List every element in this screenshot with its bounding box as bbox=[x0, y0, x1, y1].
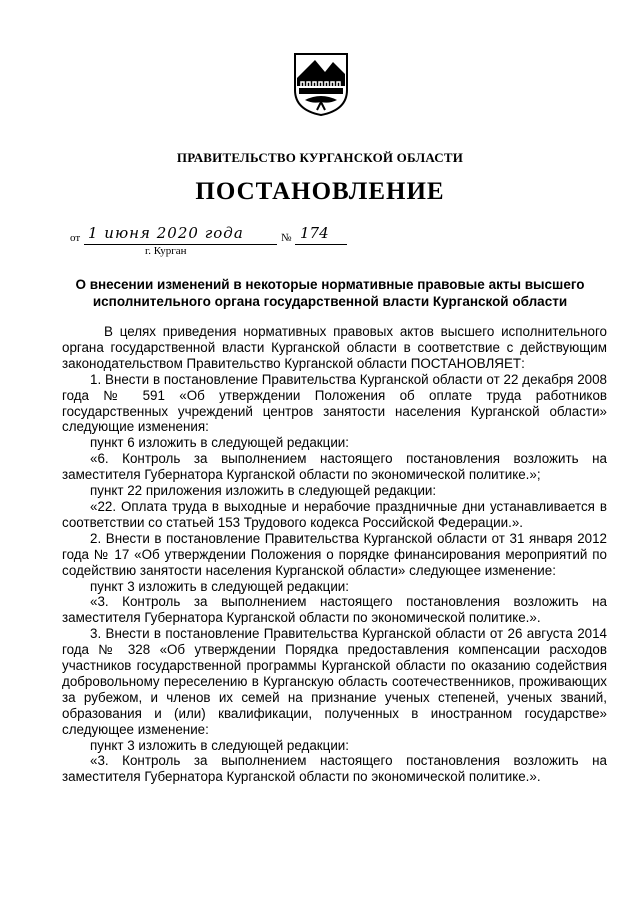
document-subject: О внесении изменений в некоторые нормативные правовые акты высшего исполнительного органа государственной власти Курганской области bbox=[75, 277, 585, 309]
number-label: № bbox=[281, 232, 292, 244]
paragraph: 3. Внести в постановление Правительства Курганской области от 26 августа 2014 года № 328 «Об утверждении Порядка предоставления компенсации расходов участников государственной программы Курганской области по оказанию содействия добровольному переселению в Курганскую область соотечественников, проживающих за рубежом, и членов их семей на признание ученых степеней, ученых званий, образования и (или) квалификации, полученных в иностранном государстве» следующее изменение: bbox=[62, 626, 607, 737]
paragraph: пункт 3 изложить в следующей редакции: bbox=[90, 578, 349, 594]
city-label: г. Курган bbox=[145, 245, 187, 257]
paragraph: «3. Контроль за выполнением настоящего постановления возложить на заместителя Губернатора Курганской области по экономической политике.». bbox=[62, 753, 607, 785]
date-number-line bbox=[70, 224, 350, 246]
paragraph: пункт 6 изложить в следующей редакции: bbox=[90, 435, 349, 451]
paragraph: «22. Оплата труда в выходные и нерабочие праздничные дни устанавливается в соответствии со статьей 153 Трудового кодекса Российской Федерации.». bbox=[62, 498, 607, 530]
paragraph: «3. Контроль за выполнением настоящего постановления возложить на заместителя Губернатора Курганской области по экономической политике.». bbox=[62, 594, 607, 626]
paragraph: пункт 22 приложения изложить в следующей редакции: bbox=[90, 483, 437, 499]
from-label: от bbox=[70, 232, 81, 244]
handwritten-date: 1 июня 2020 года bbox=[88, 224, 244, 242]
government-name: ПРАВИТЕЛЬСТВО КУРГАНСКОЙ ОБЛАСТИ bbox=[176, 150, 464, 165]
coat-of-arms-emblem bbox=[293, 52, 349, 116]
document-body bbox=[62, 324, 607, 785]
paragraph: «6. Контроль за выполнением настоящего постановления возложить на заместителя Губернатора Курганской области по экономической политике.»; bbox=[62, 451, 607, 483]
handwritten-number: 174 bbox=[300, 224, 329, 242]
paragraph: 1. Внести в постановление Правительства Курганской области от 22 декабря 2008 года № 591 «Об утверждении Положения об оплате труда работников государственных учреждений центров занятости населения Курганской области» следующие изменения: bbox=[62, 371, 607, 435]
document-type-title: ПОСТАНОВЛЕНИЕ bbox=[195, 178, 445, 205]
paragraph: В целях приведения нормативных правовых актов высшего исполнительного органа государственной власти Курганской области в соответствие с действующим законодательством Правительство Курганской области ПОСТАНОВЛЯЕТ: bbox=[62, 324, 607, 371]
paragraph: 2. Внести в постановление Правительства Курганской области от 31 января 2012 года № 17 «Об утверждении Положения о порядке финансирования мероприятий по содействию занятости населения Курганской области» следующее изменение: bbox=[62, 530, 607, 578]
number-underline bbox=[295, 244, 347, 245]
paragraph: пункт 3 изложить в следующей редакции: bbox=[90, 737, 349, 753]
